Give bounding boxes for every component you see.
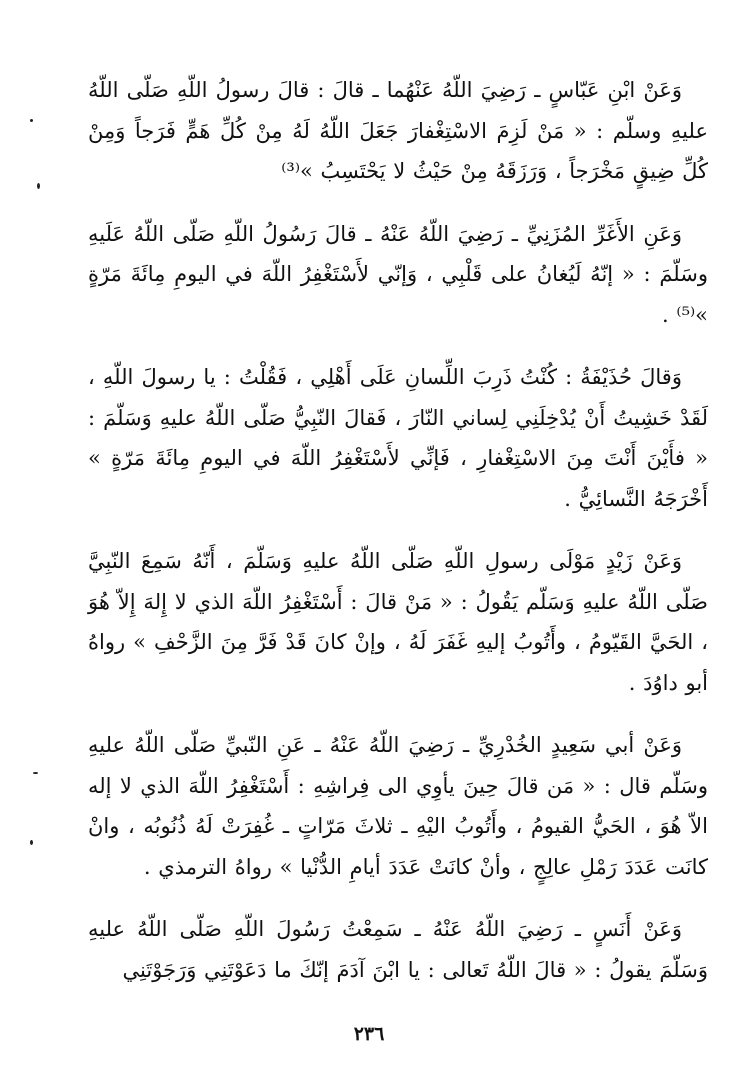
paragraph-abu-said: وَعَنْ أبي سَعِيدٍ الخُدْرِيِّ ـ رَضِيَ اللّهُ عَنْهُ ـ عَنِ النّبيِّ صَلّى اللّهُ عليهِ وسَلّم قال : « مَن قالَ حِينَ يأوِي الى فِراشِهِ : أَسْتَغْفِرُ اللّهَ الذي لا إله الاّ هُوَ ، الحَيُّ القيومُ ، وأَتُوبُ اليْهِ ـ ثلاثَ مَرّاتٍ ـ غُفِرَتْ لَهُ ذُنُوبُه ، وانْ كانَت عَدَدَ رَمْلِ عالِجٍ ، وأنْ كانَتْ عَدَدَ أيامِ الدُّنْيا » رواهُ الترمذي . [88, 733, 708, 879]
paragraph-ibn-abbas: وَعَنْ ابْنِ عَبّاسٍ ـ رَضِيَ اللّهُ عَنْهُما ـ قالَ : قالَ رسولُ اللّهِ صَلّى اللّهُ عليهِ وسلّم : « مَنْ لَزِمَ الاسْتِغْفارَ جَعَلَ اللّهُ لَهُ مِنْ كُلِّ هَمٍّ فَرَجاً وَمِنْ كُلِّ ضِيقٍ مَخْرَجاً ، وَرَزَقَهُ مِنْ حَيْثُ لا يَحْتَسِبُ »⁽³⁾ [88, 78, 708, 183]
scan-speck [33, 772, 38, 774]
scan-speck [30, 840, 33, 845]
paragraph-al-agharr: وَعَنِ الأَغَرِّ المُزَنِيِّ ـ رَضِيَ اللّهُ عَنْهُ ـ قالَ رَسُولُ اللّهِ صَلّى اللّهُ عَلَيهِ وسَلّمَ : « إنّهُ لَيُغانُ على قَلْبِي ، وَإنّي لأَسْتَغْفِرُ اللّهَ في اليومِ مِائَةَ مَرّةٍ »⁽⁵⁾ . [88, 221, 708, 327]
page-body [88, 70, 708, 1012]
paragraph-zayd: وَعَنْ زَيْدٍ مَوْلَى رسولِ اللّهِ صَلّى اللّهُ عليهِ وَسَلّمَ ، أَنّهُ سَمِعَ النّبِيَّ صَلّى اللّهُ عليهِ وَسَلّم يَقُولُ : « مَنْ قالَ : أَسْتَغْفِرُ اللّهَ الذي لا إِلهَ إِلاّ هُوَ ، الحَيَّ القَيّومُ ، وأَتُوبُ إليهِ غَفَرَ لَهُ ، وإنْ كانَ قَدْ فَرَّ مِنَ الزَّحْفِ » رواهُ أبو داوُدَ . [88, 549, 708, 695]
paragraph-anas: وَعَنْ أَنَسٍ ـ رَضِيَ اللّهُ عَنْهُ ـ سَمِعْتُ رَسُولَ اللّهِ صَلّى اللّهُ عليهِ وَسَلّمَ يقولُ : « قالَ اللّهُ تَعالى : يا ابْنَ آدَمَ إنّكَ ما دَعَوْتَنِي وَرَجَوْتَنِي [88, 917, 708, 982]
paragraph-hudhayfa: وَقالَ حُذَيْفَةُ : كُنْتُ ذَرِبَ اللِّسانِ عَلَى أَهْلِي ، فَقُلْتُ : يا رسولَ اللّهِ ، لَقَدْ خَشِيتُ أَنْ يُدْخِلَنِي لِساني النّارَ ، فَقالَ النّبِيُّ صَلّى اللّهُ عليهِ وَسَلّمَ : « فأَيْنَ أَنْتَ مِنَ الاسْتِغْفارِ ، فَإنِّي لأَسْتَغْفِرُ اللّهَ في اليومِ مِائَةَ مَرّةٍ » أَخْرَجَهُ النَّسائِيُّ . [88, 365, 708, 511]
page-number: ٢٣٦ [353, 1023, 385, 1045]
scan-speck [30, 119, 33, 122]
scan-speck [37, 183, 40, 189]
